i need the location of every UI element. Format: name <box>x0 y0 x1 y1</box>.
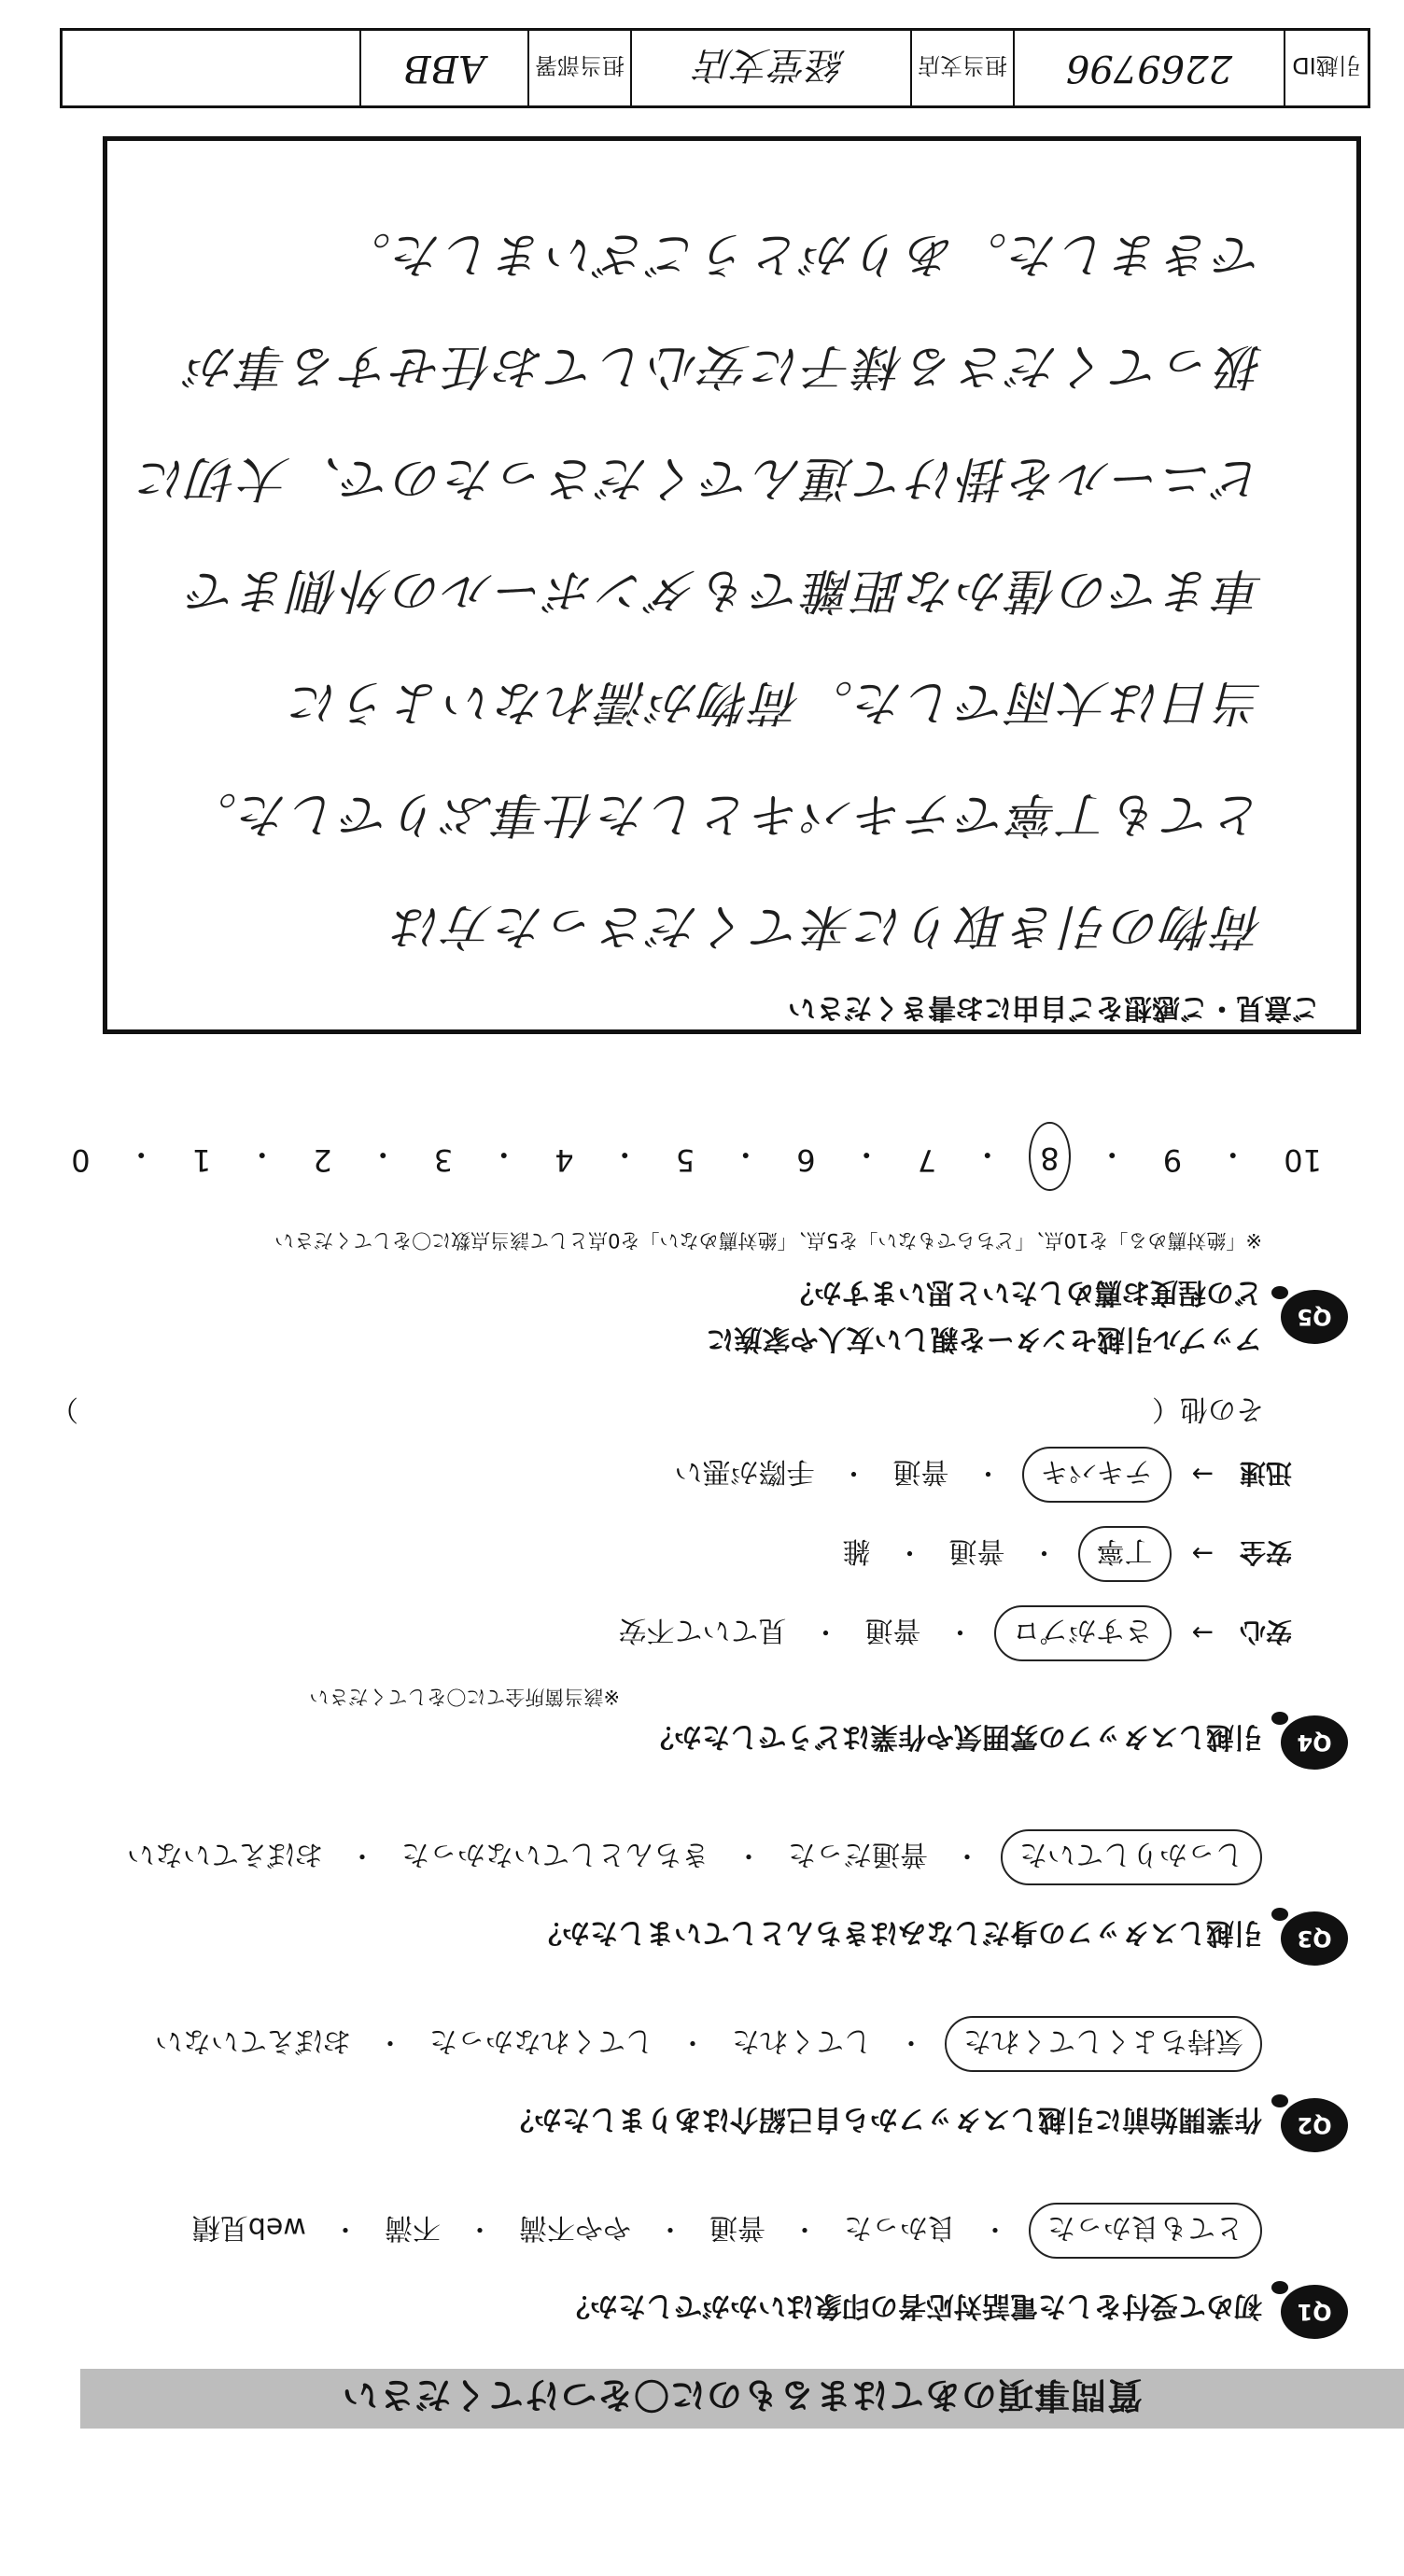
q3-option-neat[interactable]: しっかりしていた <box>1001 1829 1262 1885</box>
scale-9[interactable]: 9 <box>1162 1142 1183 1178</box>
scale-1[interactable]: 1 <box>191 1142 212 1178</box>
q4-other-label: その他（ <box>1152 1393 1264 1425</box>
question-2 <box>0 1997 1404 2156</box>
empty-cell <box>63 31 359 105</box>
q4-option-brisk[interactable]: テキパキ <box>1022 1447 1172 1503</box>
q4-row-safety: 安全 → 丁寧 ・ 普通 ・ 雑 <box>836 1526 1292 1582</box>
scale-5[interactable]: 5 <box>675 1142 695 1178</box>
comment-line: ビニールを掛けて運んでくださったので、大切に <box>136 450 1264 506</box>
q4-option-normal[interactable]: 普通 <box>892 1455 949 1488</box>
q4-other-close: ） <box>50 1393 78 1425</box>
question-3 <box>0 1811 1404 1969</box>
staff-value-cell <box>359 31 527 105</box>
comment-line: 荷物の引き取りに来てくださった方は <box>390 898 1264 954</box>
q1-option-very-good[interactable]: とても良かった <box>1029 2203 1262 2259</box>
q4-row-label: 安全 <box>1239 1537 1292 1568</box>
q3-options: しっかりしていた ・ 普通だった ・ きちんとしていなかった ・ おぼえていない <box>121 1829 1262 1885</box>
scale-7[interactable]: 7 <box>917 1142 937 1178</box>
q5-note: ※「絶対薦める」を10点、「どちらでもない」を5点、「絶対薦めない」を0点として該当点数に〇をしてください <box>274 1229 1262 1252</box>
id-value: 2269796 <box>1065 47 1233 90</box>
scale-8-selected[interactable]: 8 <box>1029 1122 1070 1191</box>
branch-label-cell <box>910 31 1013 105</box>
comments-title: ご意見・ご感想をご自由にお書きください <box>788 991 1320 1024</box>
question-5 <box>0 1185 1404 1363</box>
q4-note: ※該当箇所全てに〇をしてください <box>309 1686 620 1708</box>
scale-10[interactable]: 10 <box>1284 1142 1322 1178</box>
q1-option-normal[interactable]: 普通 <box>709 2211 765 2244</box>
arrow-right-icon: → <box>1191 1459 1214 1491</box>
q4-option-clumsy[interactable]: 手際が悪い <box>674 1455 815 1488</box>
id-label: 引越ID <box>1292 52 1361 79</box>
q4-option-rough[interactable]: 雑 <box>842 1534 871 1567</box>
q1-option-dissatisfied[interactable]: 不満 <box>384 2211 441 2244</box>
q5-scale: 10 ・ 9 ・ 8 ・ 7 ・ 6 ・ 5 ・ 4 ・ 3 ・ 2 ・ 1 ・ 0 <box>71 1135 1322 1178</box>
comment-line: 扱ってくださる様子に安心してお任せする事が <box>185 338 1264 394</box>
id-label-cell <box>1284 31 1368 105</box>
q4-row-reassurance: 安心 → さすがプロ ・ 普通 ・ 見ていて不安 <box>612 1605 1292 1661</box>
comment-line: とても丁寧でテキパキとした仕事ぶりでした。 <box>185 786 1264 842</box>
q4-badge: Q4 <box>1281 1715 1348 1770</box>
q1-option-web-estimate[interactable]: web見積 <box>191 2211 306 2244</box>
scale-4[interactable]: 4 <box>555 1142 574 1178</box>
q2-question: 作業開始前に引越しスタッフから自己紹介はありましたか？ <box>506 2103 1262 2135</box>
q3-badge: Q3 <box>1281 1911 1348 1966</box>
question-4 <box>0 1393 1404 1773</box>
staff-label-cell <box>527 31 630 105</box>
q4-row-speed: 迅速 → テキパキ ・ 普通 ・ 手際が悪い <box>668 1447 1292 1503</box>
instruction-banner <box>80 2369 1404 2429</box>
comment-line: 当日は大雨でした。荷物が濡れないように <box>288 674 1264 730</box>
scale-6[interactable]: 6 <box>796 1142 816 1178</box>
banner-text: 質問事項のあてはまるものに〇をつけてください <box>342 2374 1144 2416</box>
move-info-table <box>60 28 1370 108</box>
q4-option-careful[interactable]: 丁寧 <box>1078 1526 1172 1582</box>
q1-option-good[interactable]: 良かった <box>843 2211 956 2244</box>
q4-option-normal[interactable]: 普通 <box>864 1614 921 1646</box>
q1-question: 初めて受付をした電話対応者の印象はいかがでしたか？ <box>562 2289 1262 2322</box>
q4-question: 引越しスタッフの雰囲気や作業はどうでしたか？ <box>646 1720 1262 1753</box>
q5-question-line1: アップル引越センターを親しい友人や家族に <box>706 1323 1262 1355</box>
arrow-right-icon: → <box>1191 1617 1214 1649</box>
comment-line: 車までの僅かな距離でもダンボールの外側まで <box>186 562 1264 618</box>
q2-option-dont-remember[interactable]: おぼえていない <box>154 2024 351 2057</box>
q3-option-normal[interactable]: 普通だった <box>787 1838 928 1870</box>
arrow-right-icon: → <box>1191 1538 1214 1570</box>
q2-option-pleasantly[interactable]: 気持ちよくしてくれた <box>945 2016 1262 2072</box>
q2-option-yes[interactable]: してくれた <box>731 2024 872 2057</box>
q5-badge: Q5 <box>1281 1290 1348 1344</box>
q3-option-not-neat[interactable]: きちんとしていなかった <box>400 1838 709 1870</box>
branch-value: 経堂支店 <box>696 43 846 87</box>
q1-options: とても良かった ・ 良かった ・ 普通 ・ やや不満 ・ 不満 ・ web見積 <box>187 2203 1262 2259</box>
q4-row-label: 迅速 <box>1239 1458 1292 1489</box>
q5-question-line2: どの程度お薦めしたいと思いますか？ <box>786 1276 1262 1309</box>
q2-options: 気持ちよくしてくれた ・ してくれた ・ してくれなかった ・ おぼえていない <box>149 2016 1262 2072</box>
question-1 <box>0 2184 1404 2343</box>
scale-2[interactable]: 2 <box>313 1142 332 1178</box>
branch-value-cell <box>630 31 910 105</box>
scale-3[interactable]: 3 <box>433 1142 454 1178</box>
q3-option-dont-remember[interactable]: おぼえていない <box>126 1838 323 1870</box>
q3-question: 引越しスタッフの身だしなみはきちんとしていましたか？ <box>534 1916 1262 1949</box>
q1-option-slightly-dissatisfied[interactable]: やや不満 <box>518 2211 631 2244</box>
comment-line: できました。ありがとうございました。 <box>339 226 1264 282</box>
staff-value: ABB <box>403 47 485 90</box>
q2-option-no[interactable]: してくれなかった <box>428 2024 653 2057</box>
staff-label: 担当部署 <box>535 52 625 79</box>
q4-option-uneasy[interactable]: 見ていて不安 <box>618 1614 787 1646</box>
q4-option-professional[interactable]: さすがプロ <box>994 1605 1172 1661</box>
q2-badge: Q2 <box>1281 2098 1348 2152</box>
q4-option-normal[interactable]: 普通 <box>948 1534 1005 1567</box>
q1-badge: Q1 <box>1281 2285 1348 2339</box>
branch-label: 担当支店 <box>918 52 1007 79</box>
q4-other-row <box>50 1392 1264 1433</box>
scale-0[interactable]: 0 <box>71 1142 91 1178</box>
q4-row-label: 安心 <box>1239 1617 1292 1647</box>
id-value-cell <box>1013 31 1284 105</box>
